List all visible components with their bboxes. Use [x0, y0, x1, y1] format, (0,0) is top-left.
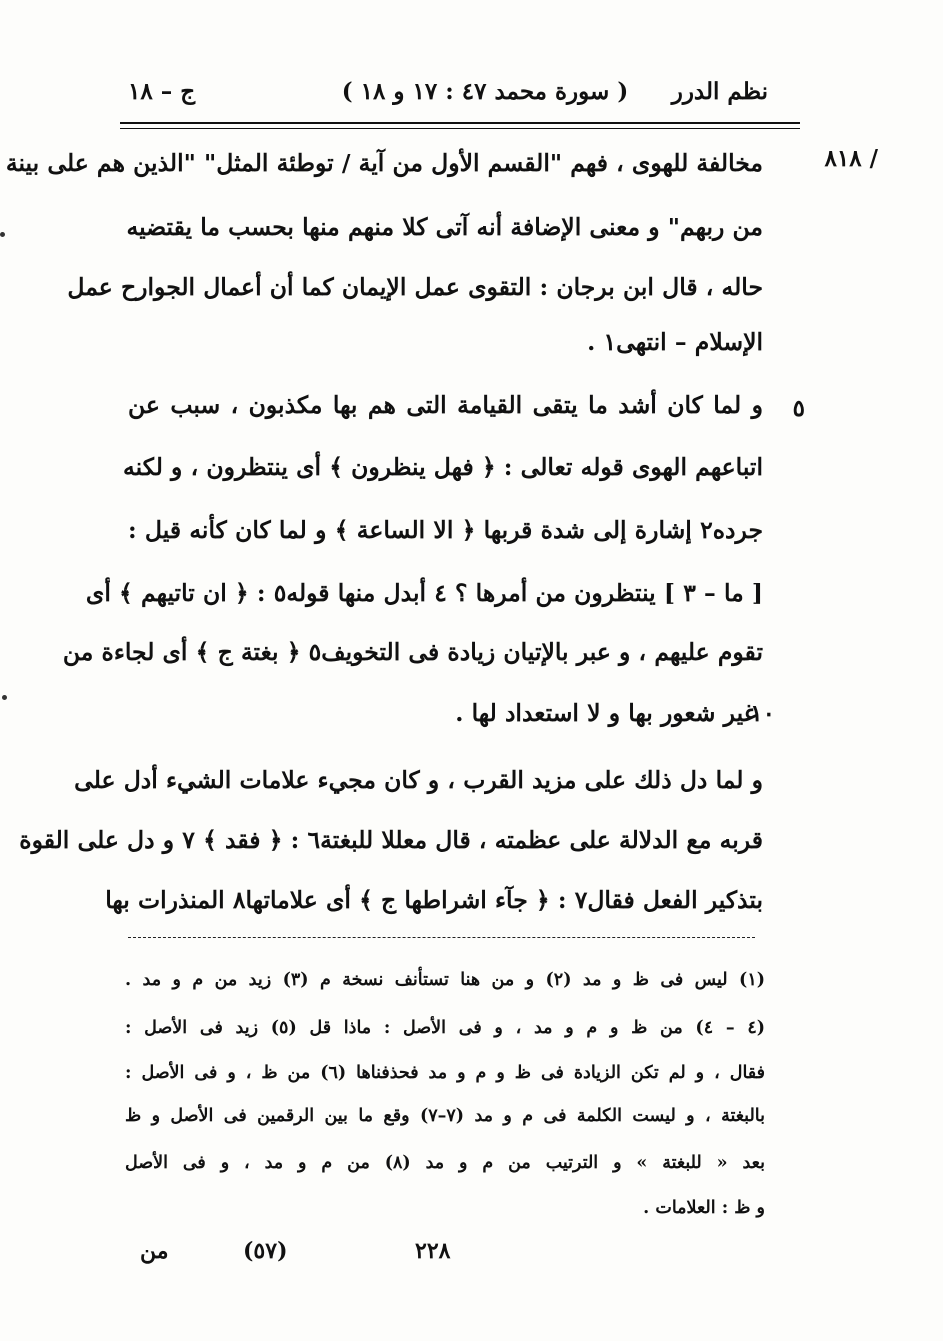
footnote-separator: [128, 937, 755, 938]
manuscript-mark: من: [140, 1238, 169, 1264]
header-rule: [120, 122, 800, 124]
scan-speck: [2, 695, 7, 700]
footnote-line: بالبغتة ، و ليست الكلمة فى م و مد (٧–٧) وقع ما بين الرقمين فى الأصل و ظ: [125, 1106, 765, 1126]
footnote-line: (١) ليس فى ظ و مد (٢) و من هنا تستأنف نسخة م (٣) زيد من م و مد .: [125, 970, 765, 990]
text-line: مخالفة للهوى ، فهم "القسم الأول من آية / توطئة المثل" "الذين هم على بينة: [5, 149, 763, 177]
text-line: اتباعهم الهوى قوله تعالى : ﴿ فهل ينظرون ﴾ أى ينتظرون ، و لكنه: [123, 453, 763, 481]
line-number-5: ٥: [792, 395, 805, 422]
text-line: و لما دل ذلك على مزيد القرب ، و كان مجيء علامات الشيء أدل على: [74, 766, 763, 794]
text-line: الإسلام – انتهى١ .: [587, 328, 763, 356]
text-line: تقوم عليهم ، و عبر بالإتيان زيادة فى التخويف٥ ﴿ بغتة ج ﴾ أى لجاءة من: [62, 638, 763, 666]
part-number: ج – ١٨: [128, 78, 196, 105]
sheet-number: (٥٧): [243, 1238, 288, 1264]
footnote-line: (٤ – ٤) من ظ و م و مد ، و فى الأصل : ماذا قل (٥) زيد فى الأصل :: [125, 1018, 766, 1038]
manuscript-page-marker: ٨١٨ /: [824, 145, 878, 172]
page-number: ٢٢٨: [415, 1238, 451, 1264]
text-line: حاله ، قال ابن برجان : التقوى عمل الإيمان كما أن أعمال الجوارح عمل: [67, 273, 763, 301]
text-line: غير شعور بها و لا استعداد لها .: [455, 699, 756, 727]
text-line: بتذكير الفعل فقال٧ : ﴿ جآء اشراطها ج ﴾ أى علاماتها٨ المنذرات بها: [105, 886, 763, 914]
surah-reference: ( سورة محمد ٤٧ : ١٧ و ١٨ ): [341, 78, 629, 105]
scan-speck: [0, 232, 5, 237]
line-number-10: ١٠: [750, 700, 775, 727]
text-line: جرده٢ إشارة إلى شدة قربها ﴿ الا الساعة ﴾ و لما كان كأنه قيل :: [128, 516, 763, 544]
text-line: قربه مع الدلالة على عظمته ، قال معللا للبغتة٦ : ﴿ فقد ﴾ ٧ و دل على القوة: [19, 826, 763, 854]
text-line: [ ما – ٣ ] ينتظرون من أمرها ؟ ٤ أبدل منها قوله٥ : ﴿ ان تاتيهم ﴾ أى: [85, 579, 763, 607]
footnote-line: بعد « للبغتة » و الترتيب من م و مد (٨) من م و مد ، و فى الأصل: [125, 1153, 765, 1173]
header-rule-thin: [120, 128, 800, 129]
book-title: نظم الدرر: [671, 78, 768, 105]
text-line: من ربهم" و معنى الإضافة أنه آتى كلا منهم منها بحسب ما يقتضيه: [126, 213, 763, 241]
footnote-line: فقال ، و لم تكن الزيادة فى ظ و م و مد فحذفناها (٦) من ظ ، و فى الأصل :: [125, 1063, 766, 1083]
text-line: و لما كان أشد ما يتقى القيامة التى هم بها مكذبون ، سبب عن: [128, 391, 763, 419]
footnote-line: و ظ : العلامات .: [643, 1198, 765, 1218]
